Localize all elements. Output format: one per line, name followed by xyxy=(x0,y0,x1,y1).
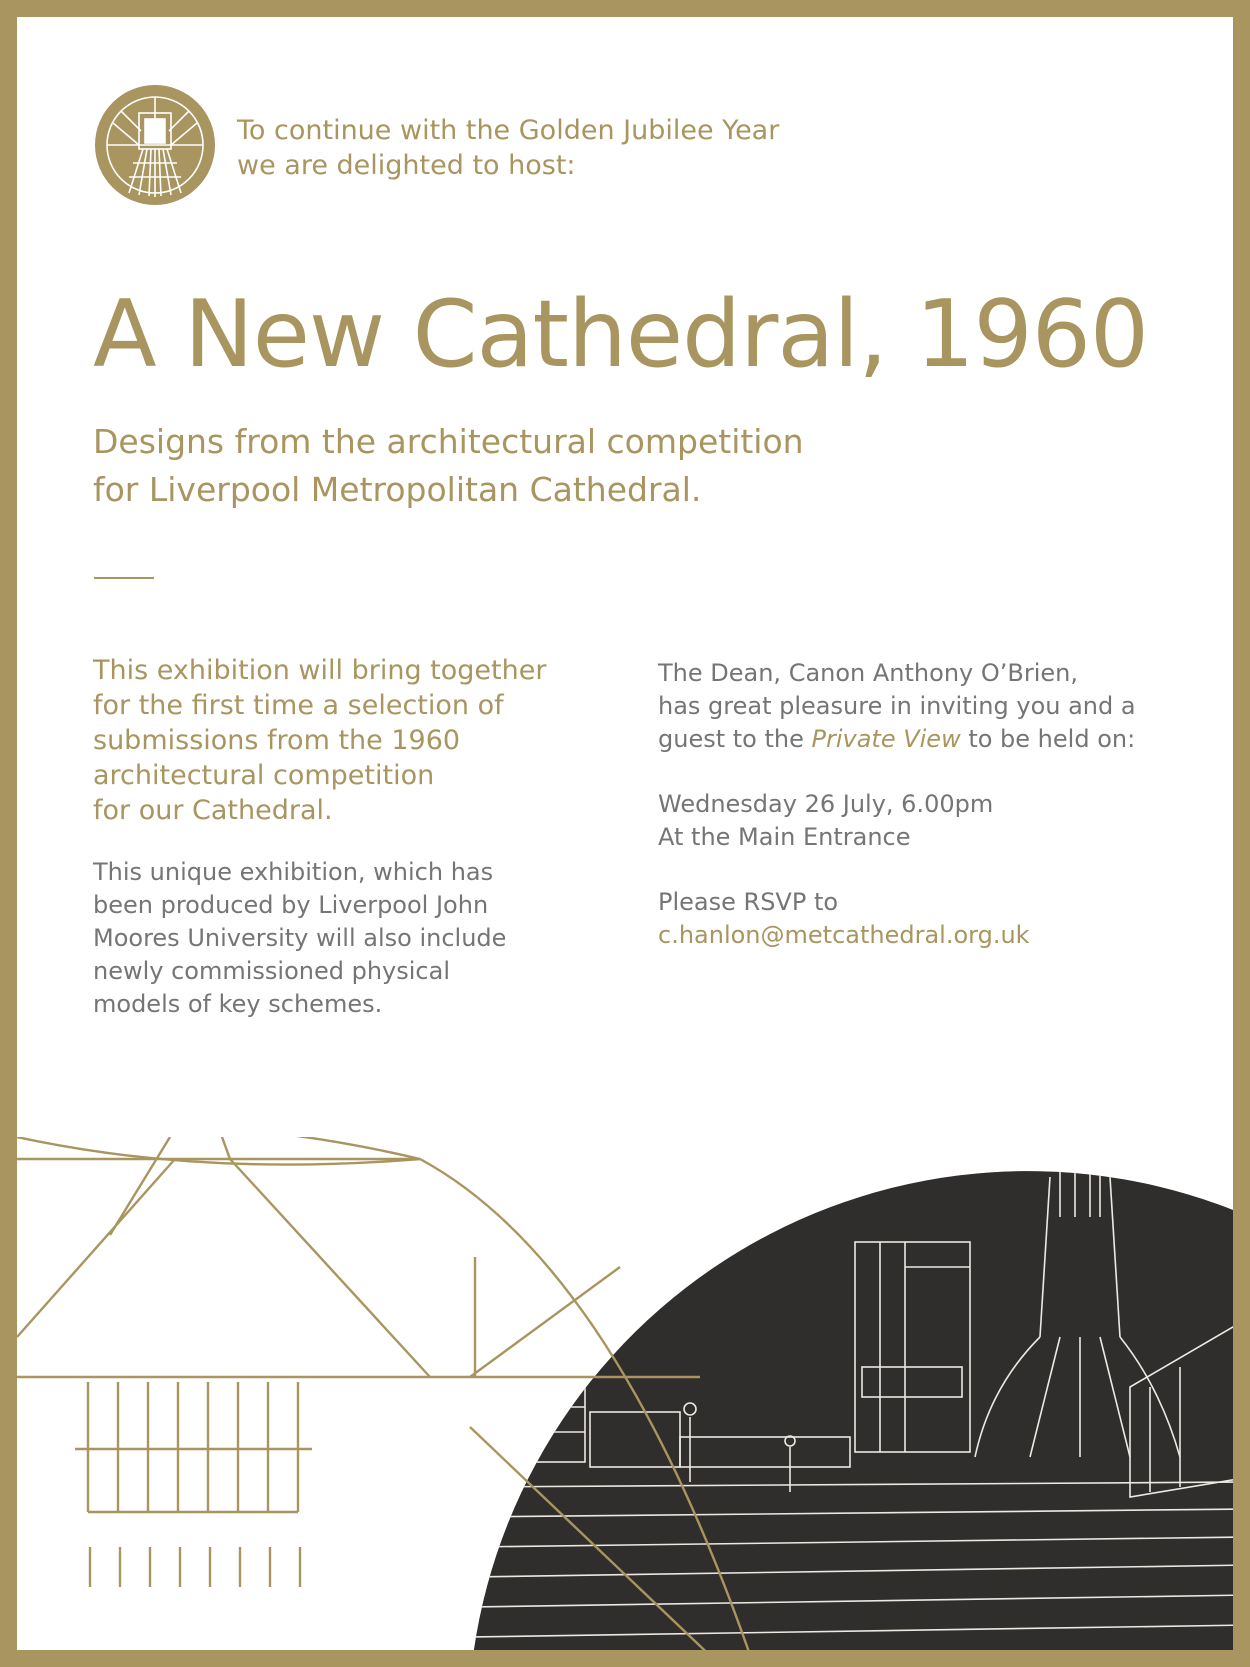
body-line: models of key schemes. xyxy=(93,990,383,1018)
invitation-details xyxy=(658,657,1218,984)
invite-line-2: has great pleasure in inviting you and a xyxy=(658,692,1136,720)
subtitle-line-2: for Liverpool Metropolitan Cathedral. xyxy=(93,470,702,509)
intro-text xyxy=(237,113,937,183)
event-details xyxy=(658,788,1218,854)
lead-line: This exhibition will bring together xyxy=(93,655,547,686)
rsvp-label: Please RSVP to xyxy=(658,888,839,916)
cathedral-emblem-icon xyxy=(93,83,217,207)
rsvp-details xyxy=(658,886,1218,952)
invite-line-1: The Dean, Canon Anthony O’Brien, xyxy=(658,659,1078,687)
lead-line: architectural competition xyxy=(93,760,435,791)
page-subtitle xyxy=(93,418,993,514)
invitation-text xyxy=(658,657,1218,756)
lead-line: submissions from the 1960 xyxy=(93,725,461,756)
private-view-highlight: Private View xyxy=(811,725,961,753)
body-line: This unique exhibition, which has xyxy=(93,858,494,886)
event-location: At the Main Entrance xyxy=(658,823,911,851)
invite-line-3 xyxy=(658,723,1218,756)
page-title: A New Cathedral, 1960 xyxy=(93,280,1149,388)
rsvp-email-link[interactable]: c.hanlon@metcathedral.org.uk xyxy=(658,921,1030,949)
event-date: Wednesday 26 July, 6.00pm xyxy=(658,790,994,818)
intro-line-1: To continue with the Golden Jubilee Year xyxy=(237,115,780,146)
lead-line: for our Cathedral. xyxy=(93,795,333,826)
intro-line-2: we are delighted to host: xyxy=(237,150,576,181)
body-line: newly commissioned physical xyxy=(93,957,450,985)
cathedral-line-drawing-icon xyxy=(0,1137,1250,1667)
exhibition-body xyxy=(93,856,613,1021)
exhibition-lead xyxy=(93,653,613,828)
invite-suffix: to be held on: xyxy=(960,725,1136,753)
body-line: Moores University will also include xyxy=(93,924,507,952)
body-line: been produced by Liverpool John xyxy=(93,891,489,919)
lead-line: for the first time a selection of xyxy=(93,690,504,721)
invite-prefix: guest to the xyxy=(658,725,812,753)
exhibition-description xyxy=(93,653,613,1021)
subtitle-line-1: Designs from the architectural competition xyxy=(93,422,804,461)
divider xyxy=(94,577,154,579)
competition-drawing-photo xyxy=(440,1137,1250,1667)
